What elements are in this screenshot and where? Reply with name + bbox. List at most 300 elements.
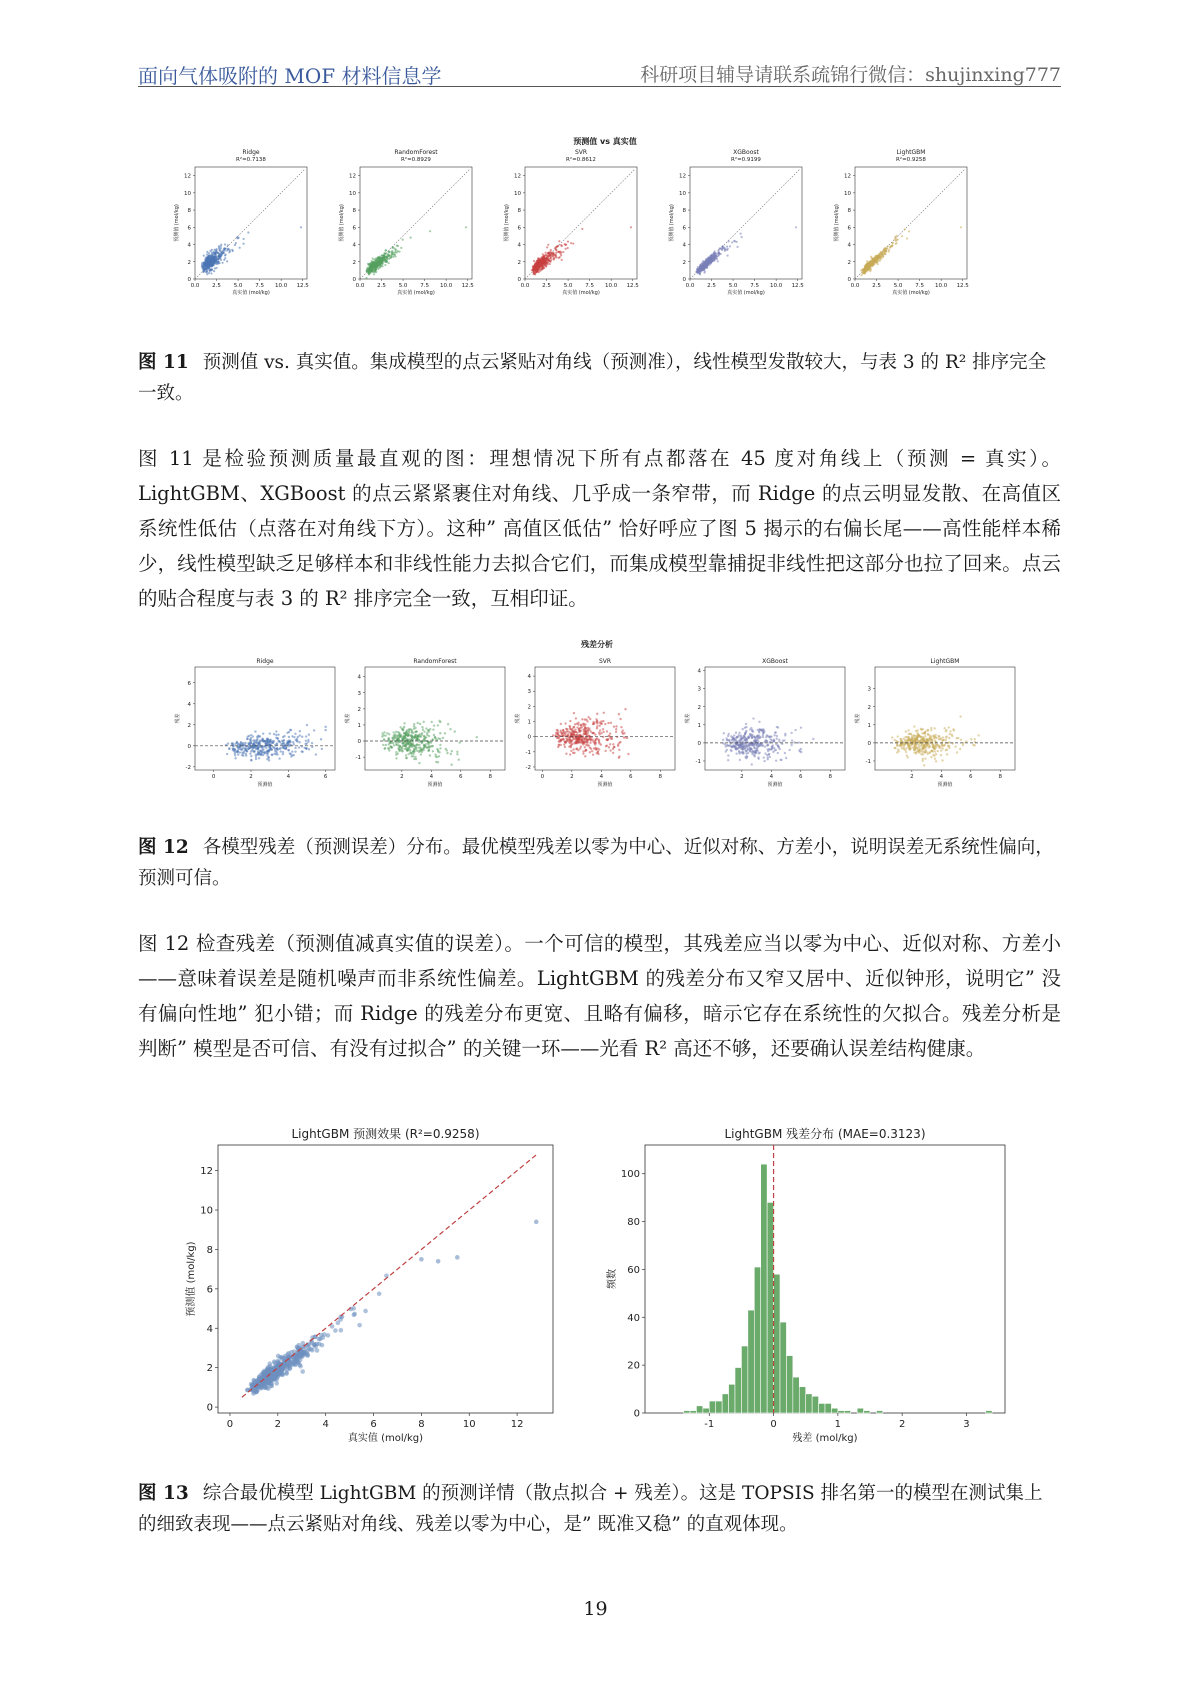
- data-point: [267, 740, 269, 742]
- y-tick-label: 0: [697, 740, 701, 747]
- data-point: [219, 257, 221, 259]
- y-tick-label: 6: [206, 1284, 213, 1296]
- data-point: [242, 238, 244, 240]
- data-point: [746, 739, 748, 741]
- data-point: [732, 736, 734, 738]
- data-point: [586, 734, 588, 736]
- data-point: [546, 259, 548, 261]
- data-point: [432, 750, 434, 752]
- data-point: [426, 732, 428, 734]
- data-point: [756, 735, 758, 737]
- data-point: [630, 226, 632, 228]
- data-point: [338, 1317, 343, 1322]
- x-tick-label: 10.0: [935, 283, 948, 289]
- subplot-title: SVR: [574, 149, 588, 156]
- data-point: [208, 272, 210, 274]
- data-point: [613, 725, 615, 727]
- data-point: [455, 1255, 460, 1260]
- data-point: [756, 748, 758, 750]
- data-point: [603, 712, 605, 714]
- x-tick-label: 0.0: [850, 283, 860, 289]
- data-point: [278, 748, 280, 750]
- data-point: [434, 736, 436, 738]
- x-tick-label: 2.5: [707, 283, 716, 289]
- y-tick-label: 6: [517, 225, 521, 232]
- data-point: [244, 747, 246, 749]
- data-point: [276, 747, 278, 749]
- data-point: [255, 756, 257, 758]
- subplot-ridge: [173, 149, 309, 296]
- data-point: [291, 751, 293, 753]
- data-point: [593, 732, 595, 734]
- y-tick-label: 12: [200, 1166, 213, 1178]
- data-point: [395, 731, 397, 733]
- data-point: [381, 255, 383, 257]
- data-point: [762, 734, 764, 736]
- data-point: [576, 722, 578, 724]
- data-point: [393, 744, 395, 746]
- data-point: [921, 732, 923, 734]
- data-point: [713, 259, 715, 261]
- data-point: [584, 755, 586, 757]
- data-point: [571, 728, 573, 730]
- data-point: [745, 745, 747, 747]
- data-point: [934, 750, 936, 752]
- data-point: [405, 757, 407, 759]
- x-tick-label: 0: [540, 774, 545, 780]
- data-point: [567, 247, 569, 249]
- data-point: [418, 762, 420, 764]
- data-point: [910, 738, 912, 740]
- data-point: [870, 256, 872, 258]
- data-point: [909, 748, 911, 750]
- data-point: [744, 756, 746, 758]
- data-point: [271, 754, 273, 756]
- data-point: [913, 734, 915, 736]
- header-contact: 科研项目辅导请联系疏锦行微信：shujinxing777: [640, 64, 1061, 86]
- data-point: [262, 732, 264, 734]
- data-point: [265, 743, 267, 745]
- data-point: [876, 262, 878, 264]
- data-point: [580, 745, 582, 747]
- data-point: [363, 1309, 368, 1314]
- data-point: [277, 740, 279, 742]
- x-tick-label: 10.0: [770, 283, 783, 289]
- data-point: [393, 247, 395, 249]
- caption-text: 预测值 vs. 真实值。集成模型的点云紧贴对角线（预测准），线性模型发散较大，与表 3 的 R² 排序完全一致。: [138, 352, 1047, 404]
- data-point: [366, 270, 368, 272]
- data-point: [800, 726, 802, 728]
- data-point: [420, 748, 422, 750]
- data-point: [767, 750, 769, 752]
- data-point: [425, 727, 427, 729]
- data-point: [234, 752, 236, 754]
- data-point: [232, 250, 234, 252]
- data-point: [916, 737, 918, 739]
- data-point: [423, 737, 425, 739]
- data-point: [379, 263, 381, 265]
- subplot-lightgbm-prediction: [184, 1127, 553, 1444]
- data-point: [586, 740, 588, 742]
- histogram-bar: [684, 1411, 690, 1413]
- data-point: [446, 752, 448, 754]
- x-tick-label: 6: [370, 1419, 377, 1430]
- data-point: [320, 1343, 325, 1348]
- data-point: [578, 728, 580, 730]
- data-point: [925, 749, 927, 751]
- data-point: [764, 752, 766, 754]
- data-point: [885, 247, 887, 249]
- x-tick-label: 0.0: [520, 283, 530, 289]
- data-point: [366, 267, 368, 269]
- data-point: [930, 727, 932, 729]
- header-title: 面向气体吸附的 MOF 材料信息学: [138, 64, 442, 88]
- data-point: [557, 746, 559, 748]
- data-point: [294, 733, 296, 735]
- data-point: [219, 250, 221, 252]
- y-tick-label: 12: [514, 173, 521, 180]
- data-point: [557, 729, 559, 731]
- data-point: [542, 261, 544, 263]
- data-point: [282, 751, 284, 753]
- data-point: [744, 737, 746, 739]
- histogram-bar: [741, 1346, 747, 1413]
- data-point: [711, 257, 713, 259]
- data-point: [739, 233, 741, 235]
- x-tick-label: 10.0: [605, 283, 618, 289]
- data-point: [250, 759, 252, 761]
- data-point: [428, 749, 430, 751]
- data-point: [304, 743, 306, 745]
- data-point: [395, 743, 397, 745]
- data-point: [941, 744, 943, 746]
- data-point: [274, 1371, 279, 1376]
- data-point: [307, 741, 309, 743]
- data-point: [866, 264, 868, 266]
- data-point: [784, 734, 786, 736]
- data-point: [403, 744, 405, 746]
- data-point: [383, 738, 385, 740]
- x-tick-label: 4: [286, 774, 291, 780]
- data-point: [923, 764, 925, 766]
- data-point: [878, 259, 880, 261]
- data-point: [449, 728, 451, 730]
- data-point: [891, 736, 893, 738]
- data-point: [397, 245, 399, 247]
- data-point: [701, 265, 703, 267]
- data-point: [437, 724, 439, 726]
- y-tick-label: 0: [187, 743, 191, 750]
- x-tick-label: 2.5: [542, 283, 551, 289]
- data-point: [924, 757, 926, 759]
- data-point: [595, 739, 597, 741]
- data-point: [398, 738, 400, 740]
- data-point: [402, 239, 404, 241]
- data-point: [591, 750, 593, 752]
- data-point: [908, 230, 910, 232]
- data-point: [777, 752, 779, 754]
- page-number: 19: [583, 1598, 608, 1620]
- data-point: [373, 270, 375, 272]
- data-point: [239, 743, 241, 745]
- y-tick-label: 6: [352, 225, 356, 232]
- data-point: [456, 751, 458, 753]
- caption-label: 图 13: [138, 1483, 189, 1504]
- data-point: [218, 247, 220, 249]
- data-point: [417, 735, 419, 737]
- data-point: [224, 257, 226, 259]
- data-point: [618, 713, 620, 715]
- data-point: [742, 728, 744, 730]
- data-point: [928, 745, 930, 747]
- data-point: [904, 744, 906, 746]
- data-point: [379, 266, 381, 268]
- data-point: [896, 744, 898, 746]
- data-point: [451, 750, 453, 752]
- data-point: [898, 745, 900, 747]
- data-point: [778, 746, 780, 748]
- data-point: [737, 744, 739, 746]
- data-point: [273, 733, 275, 735]
- y-tick-label: 2: [847, 259, 851, 266]
- data-point: [580, 729, 582, 731]
- data-point: [425, 743, 427, 745]
- y-tick-label: 3: [527, 689, 531, 696]
- data-point: [376, 265, 378, 267]
- data-point: [726, 749, 728, 751]
- histogram-bar: [754, 1267, 760, 1413]
- data-point: [745, 723, 747, 725]
- data-point: [755, 751, 757, 753]
- data-point: [919, 749, 921, 751]
- data-point: [420, 736, 422, 738]
- data-point: [765, 739, 767, 741]
- data-point: [727, 739, 729, 741]
- histogram-bar: [729, 1384, 735, 1413]
- data-point: [406, 734, 408, 736]
- x-tick-label: 8: [418, 1419, 425, 1430]
- data-point: [724, 743, 726, 745]
- histogram-bar: [761, 1164, 767, 1413]
- data-point: [749, 750, 751, 752]
- y-tick-label: 0: [206, 1402, 213, 1414]
- y-axis-label: 残差: [345, 713, 351, 724]
- x-tick-label: 2: [274, 1419, 282, 1430]
- data-point: [759, 729, 761, 731]
- data-point: [935, 737, 937, 739]
- data-point: [293, 736, 295, 738]
- y-tick-label: 60: [627, 1264, 640, 1276]
- data-point: [373, 273, 375, 275]
- data-point: [284, 748, 286, 750]
- data-point: [925, 730, 927, 732]
- data-point: [784, 752, 786, 754]
- x-tick-label: 2.5: [212, 283, 221, 289]
- y-tick-label: 10: [844, 190, 851, 197]
- data-point: [739, 759, 741, 761]
- y-tick-label: 2: [697, 704, 701, 711]
- x-tick-label: -1: [704, 1419, 715, 1430]
- data-point: [210, 261, 212, 263]
- data-point: [583, 723, 585, 725]
- x-tick-label: 8: [488, 774, 493, 780]
- data-point: [589, 738, 591, 740]
- data-point: [974, 738, 976, 740]
- data-point: [696, 270, 698, 272]
- data-point: [555, 256, 557, 258]
- histogram-bar: [831, 1408, 837, 1413]
- data-point: [298, 1358, 303, 1363]
- data-point: [422, 729, 424, 731]
- histogram-bar: [819, 1403, 825, 1413]
- data-point: [869, 270, 871, 272]
- data-point: [736, 246, 738, 248]
- y-axis-label: 预测值 (mol/kg): [174, 204, 180, 242]
- data-point: [572, 731, 574, 733]
- data-point: [383, 254, 385, 256]
- x-tick-label: 5.0: [728, 283, 738, 289]
- x-tick-label: 6: [629, 774, 633, 780]
- data-point: [269, 744, 271, 746]
- data-point: [539, 269, 541, 271]
- data-point: [600, 722, 602, 724]
- data-point: [900, 740, 902, 742]
- data-point: [436, 748, 438, 750]
- data-point: [940, 749, 942, 751]
- data-point: [533, 260, 535, 262]
- data-point: [627, 753, 629, 755]
- x-tick-label: 2: [740, 774, 744, 780]
- data-point: [878, 253, 880, 255]
- data-point: [236, 751, 238, 753]
- data-point: [412, 739, 414, 741]
- data-point: [228, 248, 230, 250]
- running-header: [138, 56, 1061, 87]
- data-point: [204, 262, 206, 264]
- y-tick-label: 2: [357, 706, 361, 713]
- data-point: [866, 260, 868, 262]
- subplot-title: Ridge: [242, 149, 260, 156]
- data-point: [214, 252, 216, 254]
- y-axis-label: 预测值 (mol/kg): [186, 1241, 197, 1317]
- data-point: [945, 741, 947, 743]
- data-point: [253, 750, 255, 752]
- x-tick-label: 7.5: [585, 283, 594, 289]
- data-point: [915, 746, 917, 748]
- data-point: [589, 718, 591, 720]
- data-point: [702, 260, 704, 262]
- data-point: [409, 738, 411, 740]
- histogram-bar: [703, 1408, 709, 1413]
- data-point: [294, 750, 296, 752]
- data-point: [949, 730, 951, 732]
- data-point: [937, 735, 939, 737]
- data-point: [970, 738, 972, 740]
- data-point: [699, 273, 701, 275]
- histogram-bar: [786, 1356, 792, 1413]
- x-tick-label: 5.0: [893, 283, 903, 289]
- data-point: [227, 244, 229, 246]
- data-point: [723, 732, 725, 734]
- y-tick-label: 8: [352, 208, 356, 215]
- data-point: [419, 1257, 424, 1262]
- data-point: [555, 252, 557, 254]
- y-tick-label: 8: [847, 208, 851, 215]
- data-point: [435, 761, 437, 763]
- y-tick-label: 2: [187, 259, 191, 266]
- x-tick-label: 0: [770, 1419, 777, 1430]
- data-point: [726, 249, 728, 251]
- data-point: [960, 739, 962, 741]
- data-point: [909, 745, 911, 747]
- data-point: [945, 729, 947, 731]
- x-axis-label: 真实值 (mol/kg): [397, 290, 435, 296]
- y-tick-label: 0: [187, 277, 191, 283]
- data-point: [205, 268, 207, 270]
- x-tick-label: 2: [249, 774, 253, 780]
- data-point: [948, 741, 950, 743]
- data-point: [541, 256, 543, 258]
- figure-13: [186, 1125, 1020, 1465]
- data-point: [403, 722, 405, 724]
- data-point: [780, 759, 782, 761]
- data-point: [205, 264, 207, 266]
- data-point: [707, 262, 709, 264]
- x-tick-label: 0.0: [355, 283, 365, 289]
- data-point: [948, 726, 950, 728]
- data-point: [352, 1313, 357, 1318]
- data-point: [956, 751, 958, 753]
- data-point: [385, 253, 387, 255]
- data-point: [419, 723, 421, 725]
- data-point: [382, 257, 384, 259]
- data-point: [973, 744, 975, 746]
- data-point: [751, 763, 753, 765]
- data-point: [372, 264, 374, 266]
- data-point: [549, 251, 551, 253]
- data-point: [397, 741, 399, 743]
- data-point: [439, 747, 441, 749]
- histogram-bar: [986, 1411, 992, 1413]
- y-tick-label: 1: [357, 722, 361, 729]
- data-point: [799, 750, 801, 752]
- data-point: [301, 751, 303, 753]
- data-point: [247, 231, 249, 233]
- data-point: [546, 257, 548, 259]
- data-point: [897, 735, 899, 737]
- data-point: [293, 754, 295, 756]
- data-point: [615, 728, 617, 730]
- x-axis-label: 预测值: [937, 782, 953, 788]
- data-point: [598, 724, 600, 726]
- data-point: [915, 752, 917, 754]
- data-point: [555, 246, 557, 248]
- data-point: [918, 744, 920, 746]
- x-tick-label: 2: [400, 774, 404, 780]
- data-point: [920, 753, 922, 755]
- data-point: [403, 726, 405, 728]
- figure-title: 预测值 vs 真实值: [573, 137, 637, 146]
- y-tick-label: 0: [633, 1408, 640, 1420]
- data-point: [439, 744, 441, 746]
- data-point: [565, 737, 567, 739]
- data-point: [905, 747, 907, 749]
- data-point: [300, 1369, 305, 1374]
- data-point: [261, 738, 263, 740]
- y-tick-label: -1: [695, 758, 701, 765]
- data-point: [586, 744, 588, 746]
- data-point: [429, 728, 431, 730]
